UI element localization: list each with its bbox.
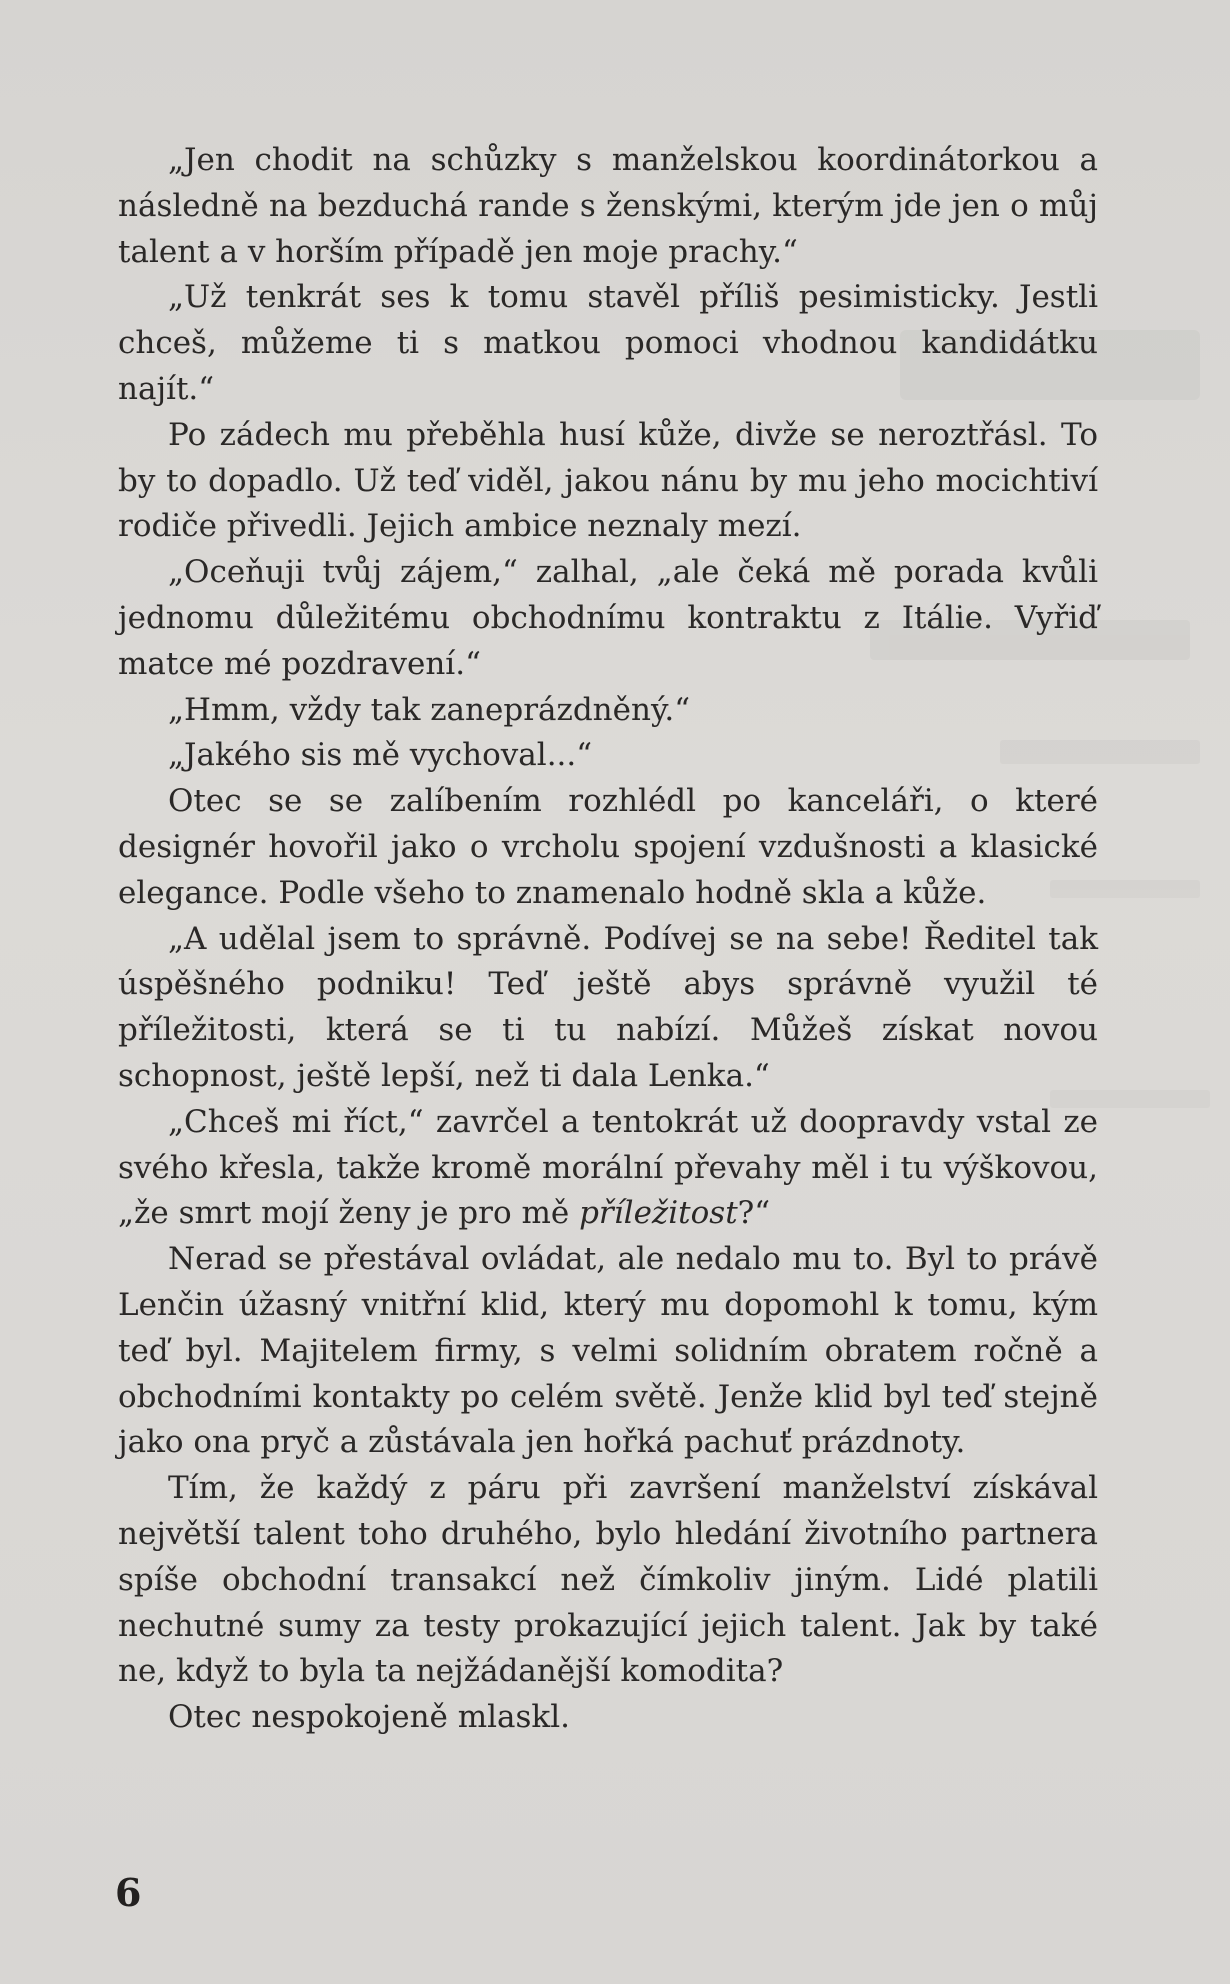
paragraph: „Jakého sis mě vychoval...“ bbox=[168, 737, 593, 774]
paragraph: „A udělal jsem to správně. Podívej se na sebe! Ředitel tak úspěšného podniku! Teď ještě abys správně využil té příležitosti, která se ti tu nabízí. Můžeš získat novou schopnost, ještě lepší, než ti dala Lenka.“ bbox=[118, 920, 1098, 1094]
paragraph: „Hmm, vždy tak zaneprázdněný.“ bbox=[168, 691, 691, 728]
paragraph bbox=[118, 1100, 1098, 1237]
paragraph: Tím, že každý z páru při završení manželství získával největší talent toho druhého, bylo hledání životního partnera spíše obchodní transakcí než čímkoliv jiným. Lidé platili nechutné sumy za testy prokazující jejich talent. Jak by také ne, když to byla ta nejžádanější komodita? bbox=[118, 1470, 1098, 1690]
paragraph: Otec se se zalíbením rozhlédl po kanceláři, o které designér hovořil jako o vrcholu spojení vzdušnosti a klasické elegance. Podle všeho to znamenalo hodně skla a kůže. bbox=[118, 783, 1098, 911]
paragraph-text-end: ?“ bbox=[737, 1195, 771, 1232]
paragraph: „Jen chodit na schůzky s manželskou koordinátorkou a následně na bezduchá rande s ženskými, kterým jde jen o můj talent a v horším případě jen moje prachy.“ bbox=[118, 142, 1098, 270]
paragraph: „Oceňuji tvůj zájem,“ zalhal, „ale čeká mě porada kvůli jednomu důležitému obchodnímu kontraktu z Itálie. Vyřiď matce mé pozdravení.“ bbox=[118, 554, 1098, 682]
paragraph-text: „Chceš mi říct,“ zavrčel a tentokrát už doopravdy vstal ze svého křesla, takže kromě morální převahy měl i tu výškovou, „že smrt mojí ženy je pro mě bbox=[118, 1103, 1098, 1232]
paragraph: „Už tenkrát ses k tomu stavěl příliš pesimisticky. Jestli chceš, můžeme ti s matkou pomoci vhodnou kandidátku najít.“ bbox=[118, 279, 1098, 407]
paragraph: Nerad se přestával ovládat, ale nedalo mu to. Byl to právě Lenčin úžasný vnitřní klid, který mu dopomohl k tomu, kým teď byl. Majitelem firmy, s velmi solidním obratem ročně a obchodními kontakty po celém světě. Jenže klid byl teď stejně jako ona pryč a zůstávala jen hořká pachuť prázdnoty. bbox=[118, 1241, 1098, 1461]
body-text bbox=[118, 138, 1098, 1741]
paragraph: Po zádech mu přeběhla husí kůže, divže se neroztřásl. To by to dopadlo. Už teď viděl, jakou nánu by mu jeho mocichtiví rodiče přivedli. Jejich ambice neznaly mezí. bbox=[118, 416, 1098, 545]
paragraph: Otec nespokojeně mlaskl. bbox=[168, 1699, 570, 1736]
italic-emphasis: příležitost bbox=[579, 1195, 738, 1232]
page-number: 6 bbox=[115, 1870, 142, 1915]
